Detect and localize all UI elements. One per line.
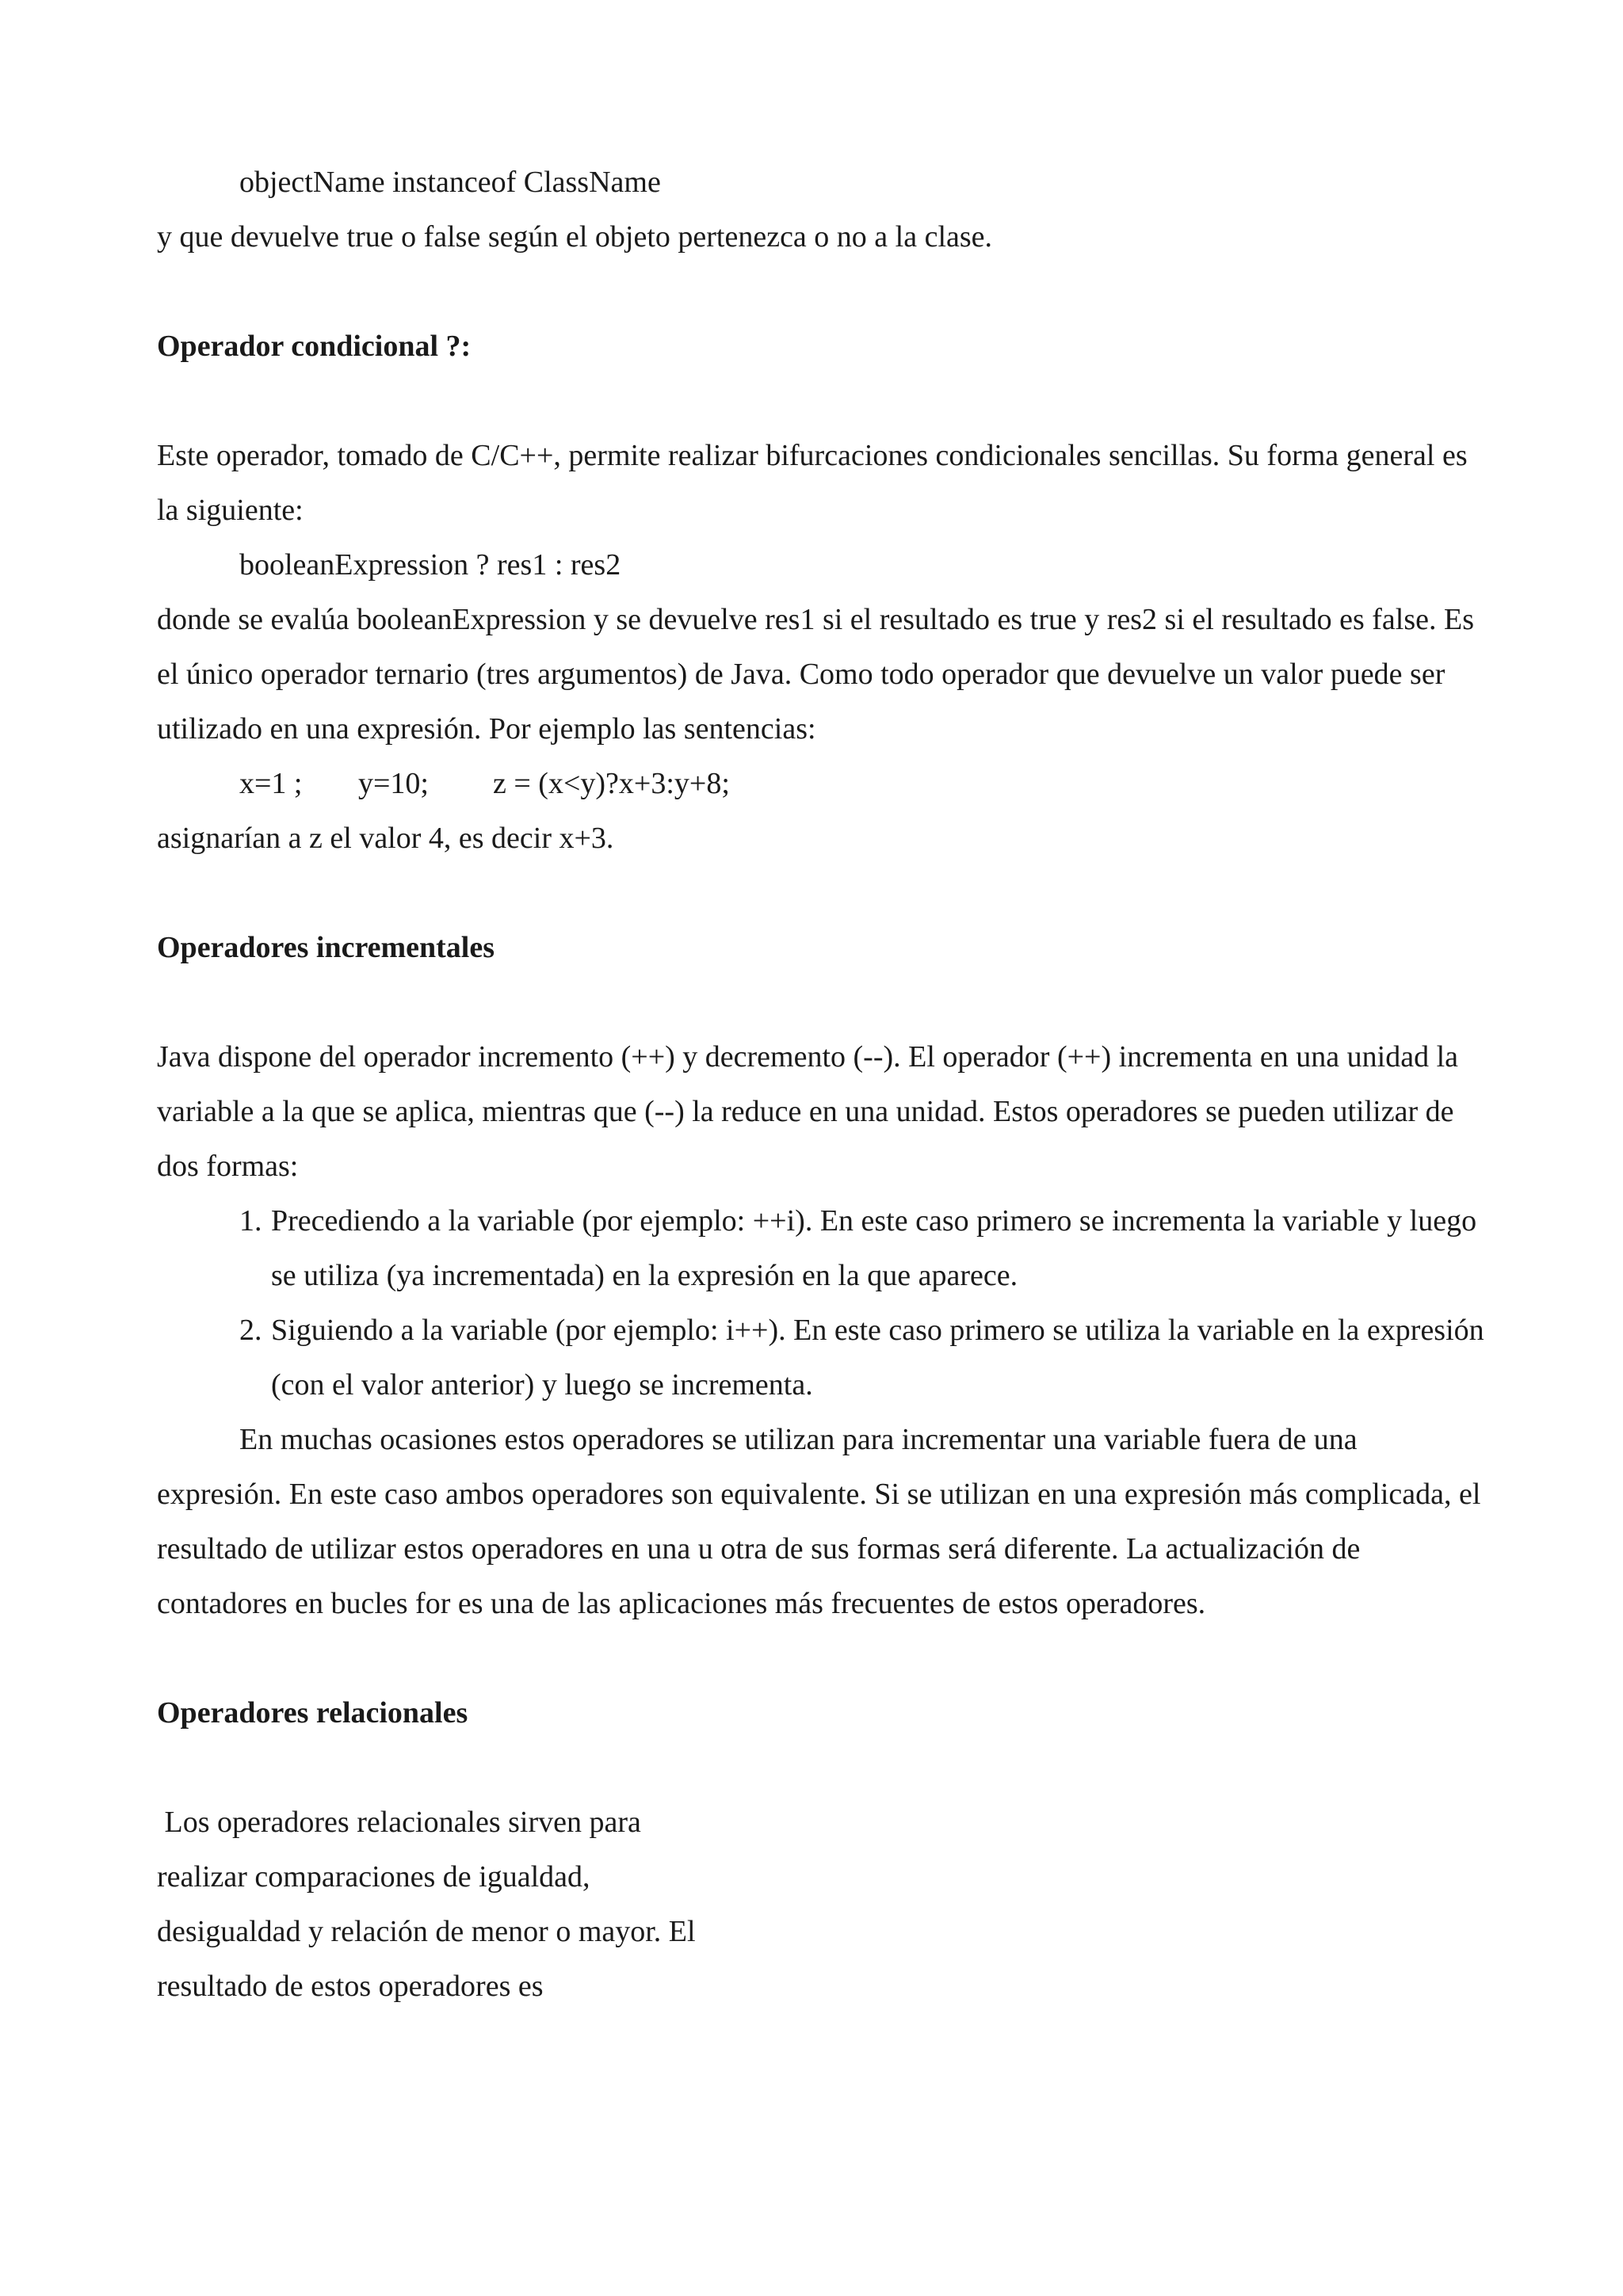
conditional-result: asignarían a z el valor 4, es decir x+3. [157, 822, 614, 855]
instanceof-syntax: objectName instanceof ClassName [239, 166, 661, 199]
list-item-text: Precediendo a la variable (por ejemplo: ++i). En este caso primero se incrementa la variable y luego se utiliza (ya incrementada) en la expresión en la que aparece. [271, 1204, 1477, 1292]
instanceof-description: y que devuelve true o false según el objeto pertenezca o no a la clase. [157, 220, 993, 254]
incremental-closing: En muchas ocasiones estos operadores se utilizan para incrementar una variable fuera de una expresión. En este caso ambos operadores son equivalente. Si se utilizan en una expresión más complicada, el resultado de utilizar estos operadores en una u otra de sus formas será diferente. La actualización de contadores en bucles for es una de las aplicaciones más frecuentes de estos operadores. [157, 1423, 1481, 1620]
spacer [157, 1631, 1488, 1686]
example-stmt-1: x=1 ; [239, 767, 303, 800]
heading-conditional-operator: Operador condicional ?: [157, 330, 472, 363]
spacer [157, 866, 1488, 921]
list-item-text: Siguiendo a la variable (por ejemplo: i++). En este caso primero se utiliza la variable en la expresión (con el valor anterior) y luego se incrementa. [271, 1314, 1484, 1402]
incremental-intro: Java dispone del operador incremento (++) y decremento (--). El operador (++) incrementa en una unidad la variable a la que se aplica, mientras que (--) la reduce en una unidad. Estos operadores se pueden utilizar de dos formas: [157, 1040, 1458, 1183]
example-stmt-2: y=10; [358, 767, 429, 800]
heading-incremental-operators: Operadores incrementales [157, 931, 495, 964]
document-page [157, 155, 1488, 2014]
spacer [157, 265, 1488, 319]
list-item-number: 1. [239, 1204, 262, 1238]
list-item-number: 2. [239, 1314, 262, 1347]
spacer [157, 975, 1488, 1030]
incremental-forms-list [157, 1194, 1488, 1413]
spacer [157, 1741, 1488, 1795]
conditional-syntax: booleanExpression ? res1 : res2 [239, 548, 621, 582]
heading-relational-operators: Operadores relacionales [157, 1696, 468, 1730]
conditional-explanation: donde se evalúa booleanExpression y se devuelve res1 si el resultado es true y res2 si el resultado es false. Es el único operador ternario (tres argumentos) de Java. Como todo operador que devuelve un valor puede ser utilizado en una expresión. Por ejemplo las sentencias: [157, 603, 1474, 746]
example-stmt-3: z = (x<y)?x+3:y+8; [493, 767, 730, 800]
spacer [157, 374, 1488, 429]
list-item [157, 1194, 1488, 1303]
conditional-example [157, 757, 1488, 811]
conditional-intro: Este operador, tomado de C/C++, permite realizar bifurcaciones condicionales sencillas. Su forma general es la siguiente: [157, 439, 1468, 527]
relational-text: Los operadores relacionales sirven para realizar comparaciones de igualdad, desigualdad y relación de menor o mayor. El resultado de estos operadores es [157, 1806, 704, 2003]
list-item [157, 1303, 1488, 1413]
